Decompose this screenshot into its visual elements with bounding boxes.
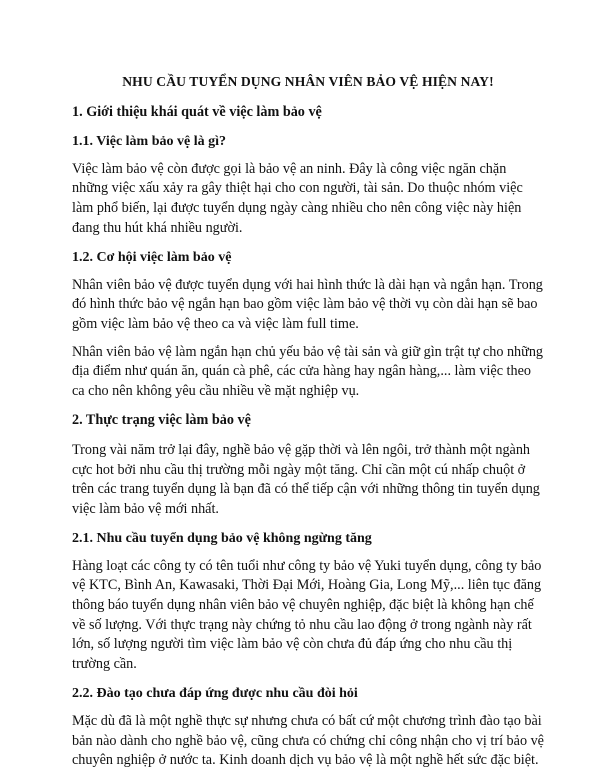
subsection-heading: 1.2. Cơ hội việc làm bảo vệ bbox=[72, 250, 232, 266]
section-heading: 2. Thực trạng việc làm bảo vệ bbox=[72, 412, 251, 429]
paragraph: Trong vài năm trở lại đây, nghề bảo vệ gặp thời và lên ngôi, trở thành một ngành cực hot bởi nhu cầu thị trường mỗi ngày một tăng. Chỉ cần một cú nhấp chuột ở trên các trang tuyển dụng là bạn đã có thể tiếp cận với những thông tin tuyển dụng việc làm bảo vệ mới nhất. bbox=[72, 441, 540, 517]
subsection-heading: 1.1. Việc làm bảo vệ là gì? bbox=[72, 134, 226, 150]
subsection-heading: 2.2. Đào tạo chưa đáp ứng được nhu cầu đòi hỏi bbox=[72, 686, 358, 702]
paragraph: Hàng loạt các công ty có tên tuổi như công ty bảo vệ Yuki tuyển dụng, công ty bảo vệ KTC, Bình An, Kawasaki, Thời Đại Mới, Hoàng Gia, Long Mỹ,... liên tục đăng thông báo tuyển dụng nhân viên bảo vệ chuyên nghiệp, đặc biệt là không hạn chế về số lượng. Với thực trạng này chứng tỏ nhu cầu lao động ở trong ngành này rất lớn, số lượng người tìm việc làm bảo vệ còn chưa đủ đáp ứng cho nhu cầu thị trường cần. bbox=[72, 557, 542, 672]
paragraph: Nhân viên bảo vệ được tuyển dụng với hai hình thức là dài hạn và ngắn hạn. Trong đó hình thức bảo vệ ngắn hạn bao gồm việc làm bảo vệ thời vụ còn dài hạn sẽ bao gồm việc làm bảo vệ theo ca và việc làm full time. bbox=[72, 276, 543, 332]
paragraph: Mặc dù đã là một nghề thực sự nhưng chưa có bất cứ một chương trình đào tạo bài bản nào dành cho nghề bảo vệ, cũng chưa có chứng chỉ công nhận cho vị trí bảo vệ chuyên nghiệp ở nước ta. Kinh doanh dịch vụ bảo vệ là một nghề hết sức đặc biệt. bbox=[72, 713, 544, 769]
section-1 bbox=[72, 103, 544, 402]
section-heading: 1. Giới thiệu khái quát về việc làm bảo vệ bbox=[72, 103, 322, 120]
paragraph: Nhân viên bảo vệ làm ngắn hạn chủ yếu bảo vệ tài sản và giữ gìn trật tự cho những địa điểm như quán ăn, quán cà phê, các cửa hàng hay ngân hàng,... làm việc theo ca cho nên không yêu cầu nhiều về mặt nghiệp vụ. bbox=[72, 343, 544, 399]
section-2 bbox=[72, 411, 544, 771]
subsection-heading: 2.1. Nhu cầu tuyển dụng bảo vệ không ngừng tăng bbox=[72, 531, 372, 547]
paragraph: Việc làm bảo vệ còn được gọi là bảo vệ an ninh. Đây là công việc ngăn chặn những việc xấu xảy ra gây thiệt hại cho con người, tài sản. Do thuộc nhóm việc làm phổ biến, lại được tuyển dụng ngày càng nhiều cho nên công việc này hiện đang thu hút khá nhiều người. bbox=[72, 160, 523, 236]
document-title: NHU CẦU TUYỂN DỤNG NHÂN VIÊN BẢO VỆ HIỆN NAY! bbox=[122, 74, 494, 89]
